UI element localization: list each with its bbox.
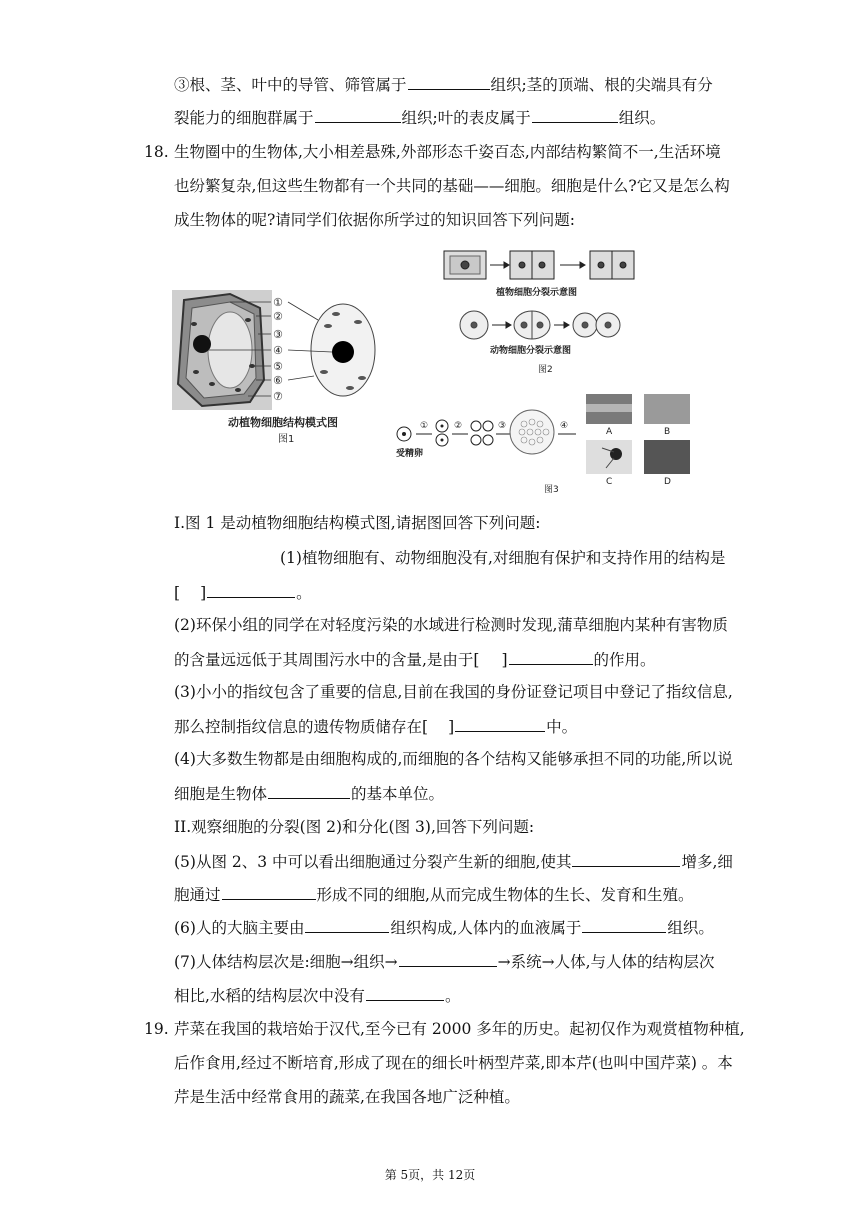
q18-4-line2: 细胞是生物体 的基本单位。 (174, 785, 445, 803)
answer-blank[interactable] (366, 985, 444, 1001)
figure-1-cell-structure (168, 280, 408, 455)
q18-2-line1: (2)环保小组的同学在对轻度污染的水域进行检测时发现,蒲草细胞内某种有害物质 (174, 616, 728, 634)
q18-intro-line3: 成生物体的呢?请同学们依据你所学过的知识回答下列问题: (174, 211, 576, 229)
tissue-d: D (664, 477, 671, 487)
answer-blank[interactable] (207, 582, 295, 598)
answer-blank[interactable] (268, 783, 350, 799)
q17-part3-line1: ③根、茎、叶中的导管、筛管属于 组织;茎的顶端、根的尖端具有分 (174, 76, 713, 94)
answer-blank[interactable] (582, 917, 666, 933)
answer-blank[interactable] (305, 917, 389, 933)
figure-1-label: 图1 (278, 434, 295, 445)
answer-blank[interactable] (222, 884, 316, 900)
figure-3-cell-differentiation (392, 392, 704, 496)
q18-3-line1: (3)小小的指纹包含了重要的信息,目前在我国的身份证登记项目中登记了指纹信息, (174, 683, 733, 701)
plant-division-caption: 植物细胞分裂示意图 (496, 288, 578, 298)
q18-5-line2: 胞通过 形成不同的细胞,从而完成生物体的生长、发育和生殖。 (174, 886, 694, 904)
animal-division-caption: 动物细胞分裂示意图 (490, 346, 572, 356)
marker-3: ③ (273, 328, 283, 341)
fertilized-egg-label: 受精卵 (396, 449, 424, 459)
q18-2-line2: 的含量远远低于其周围污水中的含量,是由于[ ] 的作用。 (174, 651, 656, 669)
tissue-b: B (664, 427, 671, 437)
answer-blank[interactable] (572, 851, 680, 867)
marker-1: ① (273, 296, 283, 309)
q17-part3-line2: 裂能力的细胞群属于 组织;叶的表皮属于 组织。 (174, 109, 666, 127)
figure-2-label: 图2 (538, 365, 553, 375)
marker-7: ⑦ (273, 390, 283, 403)
q19-line2: 后作食用,经过不断培育,形成了现在的细长叶柄型芹菜,即本芹(也叫中国芹菜) 。本 (174, 1054, 733, 1072)
marker-4: ④ (273, 344, 283, 357)
answer-blank[interactable] (509, 649, 593, 665)
part-1-title: I.图 1 是动植物细胞结构模式图,请据图回答下列问题: (174, 514, 541, 532)
answer-blank[interactable] (315, 107, 401, 123)
q18-1-line1: (1)植物细胞有、动物细胞没有,对细胞有保护和支持作用的结构是 (280, 549, 726, 567)
answer-blank[interactable] (532, 107, 618, 123)
tissue-c: C (606, 477, 613, 487)
part-2-title: II.观察细胞的分裂(图 2)和分化(图 3),回答下列问题: (174, 818, 535, 836)
q18-5-line1: (5)从图 2、3 中可以看出细胞通过分裂产生新的细胞,使其 增多,细 (174, 853, 733, 871)
figure-2-cell-division (440, 245, 650, 377)
q18-7-line2: 相比,水稻的结构层次中没有 。 (174, 987, 461, 1005)
question-number: 19. (144, 1020, 169, 1038)
step-3: ③ (498, 421, 507, 431)
q18-4-line1: (4)大多数生物都是由细胞构成的,而细胞的各个结构又能够承担不同的功能,所以说 (174, 750, 733, 768)
q19-line3: 芹是生活中经常食用的蔬菜,在我国各地广泛种植。 (174, 1088, 520, 1106)
figure-3-label: 图3 (544, 485, 559, 495)
question-number: 18. (144, 143, 169, 161)
q18-6-line: (6)人的大脑主要由 组织构成,人体内的血液属于 组织。 (174, 919, 714, 937)
marker-5: ⑤ (273, 360, 283, 373)
step-2: ② (454, 421, 463, 431)
answer-blank[interactable] (399, 951, 497, 967)
step-1: ① (420, 421, 429, 431)
marker-2: ② (273, 310, 283, 323)
answer-blank[interactable] (408, 74, 490, 90)
q18-3-line2: 那么控制指纹信息的遗传物质储存在[ ] 中。 (174, 718, 578, 736)
step-4: ④ (560, 421, 569, 431)
q18-7-line1: (7)人体结构层次是:细胞→组织→ →系统→人体,与人体的结构层次 (174, 953, 715, 971)
marker-6: ⑥ (273, 374, 283, 387)
q18-1-line2: [ ] 。 (174, 584, 312, 602)
q18-intro-line1: 生物圈中的生物体,大小相差悬殊,外部形态千姿百态,内部结构繁简不一,生活环境 (174, 143, 721, 161)
answer-blank[interactable] (455, 716, 545, 732)
page-footer: 第 5页，共 12页 (384, 1168, 476, 1182)
q18-intro-line2: 也纷繁复杂,但这些生物都有一个共同的基础——细胞。细胞是什么?它又是怎么构 (174, 177, 730, 195)
q19-line1: 芹菜在我国的栽培始于汉代,至今已有 2000 多年的历史。起初仅作为观赏植物种植, (174, 1020, 745, 1038)
tissue-a: A (606, 427, 613, 437)
figure-1-caption: 动植物细胞结构模式图 (228, 416, 338, 429)
